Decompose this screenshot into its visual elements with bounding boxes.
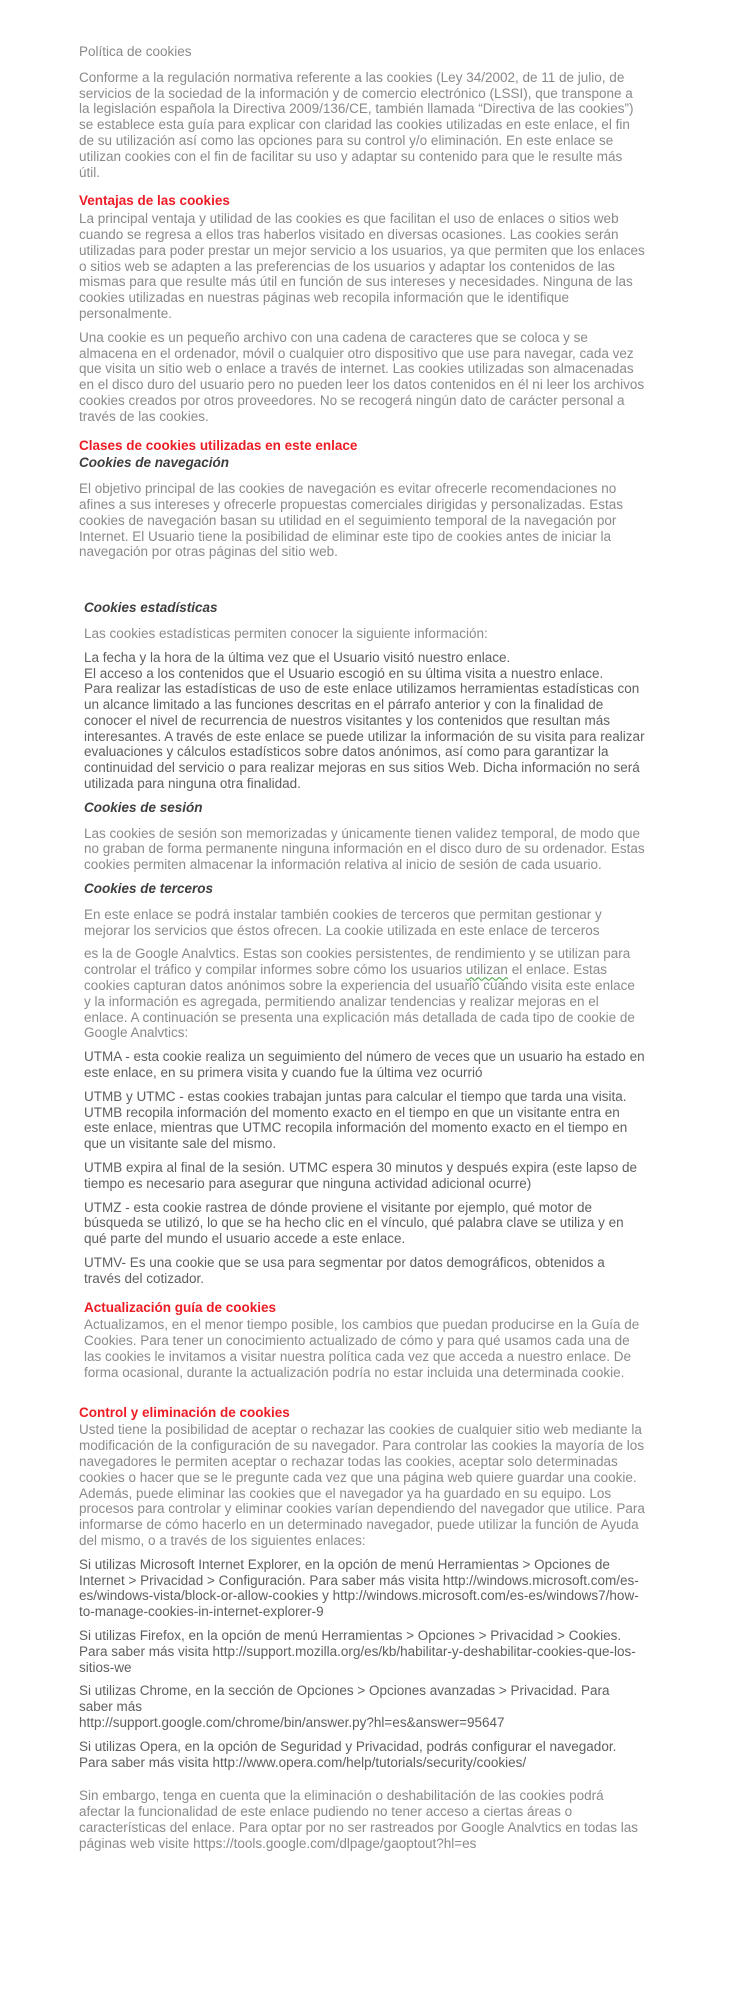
utmv-paragraph: UTMV- Es una cookie que se usa para segmentar por datos demográficos, obtenidos a través del cotizador.: [84, 1255, 605, 1286]
spellcheck-underlined-word: utilizan: [465, 962, 508, 978]
subheading-cookies-navegacion: Cookies de navegación: [79, 455, 230, 471]
terceros-paragraph-2: [84, 946, 645, 1041]
closing-paragraph: Sin embargo, tenga en cuenta que la eliminación o deshabilitación de las cookies podrá afectar la funcionalidad de este enlace pudiendo no tener acceso a ciertas áreas o características del enlace. Para optar por no ser rastreados por Google Analvtics en todas las páginas web visite https://tools.google.com/dlpage/gaoptout?hl=es: [79, 1788, 639, 1851]
chrome-instructions-line-2: http://support.google.com/chrome/bin/answer.py?hl=es&answer=95647: [79, 1714, 505, 1730]
utmz-paragraph: UTMZ - esta cookie rastrea de dónde proviene el visitante por ejemplo, qué motor de búsqueda se utilizó, lo que se ha hecho clic en el vínculo, qué palabra clave se utiliza y en qué parte del mundo el usuario accede a este enlace.: [84, 1199, 624, 1247]
chrome-instructions-paragraph: [79, 1683, 645, 1730]
intro-paragraph: Conforme a la regulación normativa referente a las cookies (Ley 34/2002, de 11 de julio, de servicios de la sociedad de la información y de comercio electrónico (LSSI), que transpone a la legislación española la Directiva 2009/136/CE, también llamada “Directiva de las cookies”) se establece esta guía para explicar con claridad las cookies utilizadas en este enlace, el fin de su utilización así como las opciones para su control y/o eliminación. En este enlace se utilizan cookies con el fin de facilitar su uso y adaptar su contenido para que le resulte más útil.: [79, 69, 634, 180]
ventajas-paragraph-1: La principal ventaja y utilidad de las cookies es que facilitan el uso de enlaces o sitios web cuando se regresa a ellos tras haberlos visitado en diversas ocasiones. Las cookies serán utilizadas para poder prestar un mejor servicio a los usuarios, ya que permiten que los enlaces o sitios web se adapten a las preferencias de los usuarios y adaptar los contenidos de las mismas para que resulte más útil en función de sus intereses y necesidades. Ninguna de las cookies utilizadas en nuestras páginas web recopila información que le identifique personalmente.: [79, 211, 645, 321]
subheading-cookies-sesion: Cookies de sesión: [84, 799, 203, 815]
terceros-paragraph-2-pre: es la de Google Analvtics. Estas son cookies persistentes, de rendimiento y se utilizan para controlar el tráfico y compilar informes sobre cómo los usuarios: [84, 946, 631, 978]
estadisticas-intro: Las cookies estadísticas permiten conocer la siguiente información:: [84, 625, 488, 641]
ventajas-paragraph-2: Una cookie es un pequeño archivo con una cadena de caracteres que se coloca y se almacena en el ordenador, móvil o cualquier otro dispositivo que use para navegar, cada vez que visita un sitio web o enlace a través de internet. Las cookies utilizadas son almacenadas en el disco duro del usuario pero no pueden leer los datos contenidos en él ni leer los archivos cookies creados por otros proveedores. No se recogerá ningún dato de carácter personal a través de las cookies.: [79, 329, 645, 424]
estadisticas-item-1: La fecha y la hora de la última vez que el Usuario visitó nuestro enlace.: [84, 649, 511, 665]
heading-actualizacion: Actualización guía de cookies: [84, 1299, 277, 1315]
indented-sections: [79, 600, 645, 1380]
terceros-paragraph-1: En este enlace se podrá instalar también cookies de terceros que permitan gestionar y mejorar los servicios que éstos ofrecen. La cookie utilizada en este enlace de terceros: [84, 906, 602, 938]
ie-instructions-paragraph: Si utilizas Microsoft Internet Explorer, en la opción de menú Herramientas > Opciones de Internet > Privacidad > Configuración. Para saber más visita http://windows.microsoft.com/es-es/windows-vista/block-or-allow-cookies y http://windows.microsoft.com/es-es/windows7/how-to-manage-cookies-in-internet-explorer-9: [79, 1556, 639, 1620]
utmb-expiry-paragraph: UTMB expira al final de la sesión. UTMC espera 30 minutos y después expira (este lapso de tiempo es necesario para asegurar que ninguna actividad adicional ocurre): [84, 1160, 638, 1191]
heading-clases: Clases de cookies utilizadas en este enlace: [79, 437, 358, 453]
navegacion-paragraph: El objetivo principal de las cookies de navegación es evitar ofrecerle recomendaciones no afines a sus intereses y ofrecerle propuestas comerciales dirigidas y personalizadas. Estas cookies de navegación basan su utilidad en el seguimiento temporal de la navegación por Internet. El Usuario tiene la posibilidad de eliminar este tipo de cookies antes de iniciar la navegación por otras páginas del sitio web.: [79, 481, 624, 560]
terceros-paragraph-2-post: el enlace. Estas cookies capturan datos anónimos sobre la experiencia del usuario cuando visita este enlace y la información es agregada, permitiendo analizar tendencias y realizar mejoras en el enlace. A continuación se presenta una explicación más detallada de cada tipo de cookie de Google Analvtics:: [84, 962, 635, 1041]
heading-ventajas: Ventajas de las cookies: [79, 193, 230, 209]
utmb-utmc-paragraph: UTMB y UTMC - estas cookies trabajan juntas para calcular el tiempo que tarda una visita. UTMB recopila información del momento exacto en el tiempo en que un visitante entra en este enlace, mientras que UTMC recopila información del momento exacto en el tiempo en que un visitante sale del mismo.: [84, 1088, 628, 1152]
chrome-instructions-line-1: Si utilizas Chrome, en la sección de Opciones > Opciones avanzadas > Privacidad. Para saber más: [79, 1683, 610, 1715]
page-title: Política de cookies: [79, 44, 192, 59]
estadisticas-body: Para realizar las estadísticas de uso de este enlace utilizamos herramientas estadísticas con un alcance limitado a las funciones descritas en el párrafo anterior y con la finalidad de conocer el nivel de recurrencia de nuestros visitantes y los contenidos que resultan más interesantes. A través de este enlace se puede utilizar la información de su visita para realizar evaluaciones y cálculos estadísticos sobre datos anónimos, así como para garantizar la continuidad del servicio o para realizar mejoras en sus sitios Web. Dicha información no será utilizada para ninguna otra finalidad.: [84, 681, 645, 792]
estadisticas-item-2: El acceso a los contenidos que el Usuario escogió en su última visita a nuestro enlace.: [84, 665, 604, 681]
opera-instructions-paragraph: Si utilizas Opera, en la opción de Seguridad y Privacidad, podrás configurar el navegador. Para saber más visita http://www.opera.com/help/tutorials/security/cookies/: [79, 1738, 617, 1770]
estadisticas-detail: [84, 650, 645, 792]
heading-control: Control y eliminación de cookies: [79, 1404, 290, 1420]
subheading-cookies-terceros: Cookies de terceros: [84, 881, 214, 897]
subheading-cookies-estadisticas: Cookies estadísticas: [84, 600, 218, 616]
utma-paragraph: UTMA - esta cookie realiza un seguimiento del número de veces que un usuario ha estado en este enlace, en su primera visita y cuando fue la última vez ocurrió: [84, 1049, 645, 1081]
sesion-paragraph: Las cookies de sesión son memorizadas y únicamente tienen validez temporal, de modo que no graban de forma permanente ninguna información en el disco duro de su ordenador. Estas cookies permiten almacenar la información relativa al inicio de sesión de cada usuario.: [84, 825, 645, 873]
actualizacion-paragraph: Actualizamos, en el menor tiempo posible, los cambios que puedan producirse en la Guía de Cookies. Para tener un conocimiento actualizado de cómo y para qué usamos cada una de las cookies le invitamos a visitar nuestra política cada vez que acceda a nuestro enlace. De forma ocasional, durante la actualización podría no estar incluida una determinada cookie.: [84, 1317, 640, 1380]
firefox-instructions-paragraph: Si utilizas Firefox, en la opción de menú Herramientas > Opciones > Privacidad > Cookies. Para saber más visita http://support.mozilla.org/es/kb/habilitar-y-deshabilitar-cookies-que-los-sitios-we: [79, 1627, 636, 1675]
control-paragraph: Usted tiene la posibilidad de aceptar o rechazar las cookies de cualquier sitio web mediante la modificación de la configuración de su navegador. Para controlar las cookies la mayoría de los navegadores le permiten aceptar o rechazar todas las cookies, aceptar solo determinadas cookies o hacer que se le pregunte cada vez que una página web quiere guardar una cookie. Además, puede eliminar las cookies que el navegador ya ha guardado en su equipo. Los procesos para controlar y eliminar cookies varían dependiendo del navegador que utilice. Para informarse de cómo hacerlo en un determinado navegador, puede utilizar la función de Ayuda del mismo, o a través de los siguientes enlaces:: [79, 1422, 645, 1548]
